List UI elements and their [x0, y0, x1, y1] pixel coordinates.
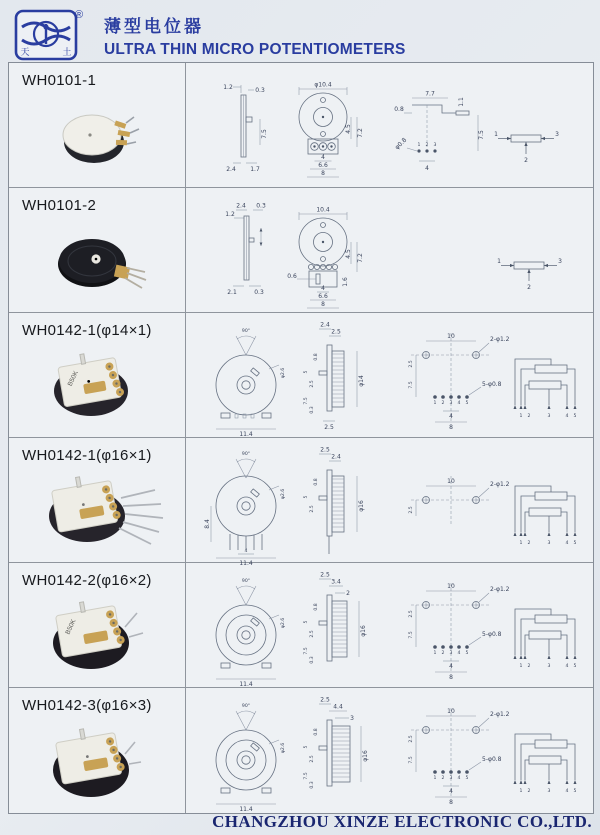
svg-text:4: 4 — [565, 541, 569, 546]
svg-text:2.5: 2.5 — [320, 446, 330, 454]
company-name-footer: CHANGZHOU XINZE ELECTRONIC CO.,LTD. — [212, 812, 592, 831]
table-row — [9, 563, 593, 688]
svg-text:90°: 90° — [241, 329, 251, 334]
terminal-view-drawing — [392, 91, 487, 179]
svg-text:11.4: 11.4 — [239, 681, 253, 688]
svg-text:2.5: 2.5 — [310, 755, 315, 763]
svg-text:2.4: 2.4 — [226, 166, 236, 173]
pcb-layout-drawing — [395, 472, 517, 530]
svg-text:1: 1 — [519, 789, 523, 794]
product-photo — [29, 468, 179, 556]
svg-text:0.3: 0.3 — [310, 781, 315, 789]
svg-text:10: 10 — [447, 333, 455, 340]
svg-text:0.8: 0.8 — [314, 478, 319, 486]
svg-text:2-φ1.2: 2-φ1.2 — [490, 711, 510, 718]
side-view-drawing — [299, 571, 371, 683]
svg-text:10: 10 — [447, 478, 455, 485]
svg-text:1: 1 — [433, 776, 437, 781]
svg-text:5: 5 — [304, 745, 309, 749]
svg-text:3: 3 — [449, 401, 453, 406]
schematic-drawing — [495, 252, 563, 292]
svg-text:7.7: 7.7 — [425, 90, 435, 98]
svg-text:φ16: φ16 — [362, 750, 369, 762]
svg-text:4: 4 — [449, 788, 453, 795]
svg-text:1.6: 1.6 — [342, 277, 349, 287]
side-view-drawing — [215, 79, 275, 174]
product-photo — [33, 345, 161, 429]
svg-text:0.6: 0.6 — [287, 273, 297, 280]
resistance-code-label: B50K — [66, 369, 80, 388]
pcb-layout-drawing — [395, 700, 517, 806]
svg-text:φ10.4: φ10.4 — [314, 81, 332, 89]
svg-text:3: 3 — [547, 789, 551, 794]
svg-text:4: 4 — [321, 154, 325, 161]
svg-text:φ16: φ16 — [358, 500, 365, 512]
svg-text:7.2: 7.2 — [357, 128, 364, 138]
model-label: WH0101-2 — [22, 197, 97, 214]
page-header — [104, 12, 406, 59]
svg-text:8: 8 — [321, 301, 325, 308]
svg-text:2.5: 2.5 — [409, 610, 414, 618]
svg-text:4.5: 4.5 — [345, 249, 352, 259]
svg-text:1.2: 1.2 — [225, 211, 235, 218]
svg-text:5: 5 — [465, 776, 469, 781]
drawings-cell — [187, 438, 593, 567]
svg-text:0.3: 0.3 — [256, 202, 266, 210]
svg-text:1: 1 — [433, 401, 437, 406]
front-view-drawing — [199, 448, 294, 567]
product-photo — [41, 97, 151, 175]
svg-text:0.8: 0.8 — [314, 728, 319, 736]
svg-text:2: 2 — [524, 157, 528, 164]
model-cell — [9, 563, 186, 687]
svg-text:4.5: 4.5 — [345, 124, 352, 134]
svg-text:1: 1 — [417, 143, 421, 148]
logo-char-left: 天 — [20, 47, 30, 57]
svg-text:1: 1 — [519, 414, 523, 419]
svg-text:4: 4 — [321, 285, 325, 292]
svg-text:7.5: 7.5 — [261, 129, 268, 139]
svg-text:1: 1 — [519, 664, 523, 669]
svg-text:2.1: 2.1 — [227, 289, 237, 296]
svg-text:7.2: 7.2 — [357, 253, 364, 263]
svg-text:4.4: 4.4 — [333, 703, 343, 711]
svg-text:3.4: 3.4 — [331, 578, 341, 586]
svg-text:8: 8 — [449, 674, 453, 681]
svg-text:2.5: 2.5 — [409, 506, 414, 514]
table-row — [9, 313, 593, 438]
model-cell — [9, 313, 186, 437]
schematic-drawing — [492, 125, 560, 165]
svg-text:90°: 90° — [241, 579, 251, 584]
svg-text:2.5: 2.5 — [409, 360, 414, 368]
svg-text:4: 4 — [244, 549, 248, 554]
svg-text:1: 1 — [433, 651, 437, 656]
product-table — [8, 62, 594, 814]
svg-text:0.3: 0.3 — [255, 87, 265, 94]
model-label: WH0101-1 — [22, 72, 97, 89]
svg-text:3: 3 — [558, 258, 562, 265]
svg-text:4: 4 — [565, 664, 569, 669]
svg-text:11.4: 11.4 — [239, 431, 253, 438]
svg-text:5: 5 — [304, 370, 309, 374]
svg-text:2.5: 2.5 — [320, 571, 330, 579]
svg-text:90°: 90° — [241, 704, 251, 709]
svg-text:0.3: 0.3 — [310, 656, 315, 664]
logo-char-right: 土 — [62, 47, 72, 57]
svg-text:5: 5 — [304, 620, 309, 624]
table-row — [9, 63, 593, 188]
svg-text:2.4: 2.4 — [331, 453, 341, 461]
svg-text:2: 2 — [346, 590, 350, 597]
svg-text:3: 3 — [433, 143, 437, 148]
model-label: WH0142-2(φ16×2) — [22, 572, 152, 589]
svg-text:4: 4 — [565, 789, 569, 794]
table-row — [9, 438, 593, 567]
svg-text:2.5: 2.5 — [324, 424, 334, 431]
table-row — [9, 188, 593, 313]
model-cell — [9, 188, 186, 312]
svg-text:5: 5 — [573, 541, 577, 546]
resistance-code-label: B50K — [64, 618, 78, 636]
table-row — [9, 688, 593, 813]
svg-text:7.5: 7.5 — [409, 631, 414, 639]
front-view-drawing — [199, 575, 294, 687]
model-label: WH0142-3(φ16×3) — [22, 697, 152, 714]
svg-text:5: 5 — [573, 414, 577, 419]
side-view-drawing — [299, 321, 371, 433]
svg-text:4: 4 — [449, 413, 453, 420]
svg-text:2: 2 — [527, 414, 531, 419]
svg-text:2-φ1.2: 2-φ1.2 — [490, 586, 510, 593]
drawings-cell — [187, 63, 593, 187]
svg-text:2-φ1.2: 2-φ1.2 — [490, 336, 510, 343]
svg-text:2.5: 2.5 — [320, 696, 330, 704]
svg-text:3: 3 — [547, 664, 551, 669]
svg-text:4: 4 — [457, 651, 461, 656]
svg-text:0.8: 0.8 — [314, 353, 319, 361]
drawings-cell — [187, 563, 593, 687]
schematic-drawing — [509, 603, 589, 671]
svg-text:0.3: 0.3 — [254, 289, 264, 296]
svg-text:5: 5 — [304, 495, 309, 499]
svg-text:2: 2 — [527, 541, 531, 546]
product-photo — [33, 593, 161, 681]
svg-text:10: 10 — [447, 583, 455, 590]
svg-text:2.5: 2.5 — [409, 735, 414, 743]
svg-text:2.5: 2.5 — [310, 380, 315, 388]
registered-mark-icon: ® — [74, 9, 84, 21]
svg-text:φ0.8: φ0.8 — [393, 136, 409, 152]
svg-text:φ2.6: φ2.6 — [281, 367, 286, 379]
svg-text:2: 2 — [441, 401, 445, 406]
svg-text:4: 4 — [425, 165, 429, 172]
front-view-drawing — [199, 325, 294, 437]
svg-text:11.4: 11.4 — [239, 806, 253, 813]
svg-text:7.5: 7.5 — [478, 130, 485, 140]
svg-text:φ2.6: φ2.6 — [281, 488, 286, 500]
svg-text:1: 1 — [494, 131, 498, 138]
pcb-layout-drawing — [395, 325, 517, 431]
svg-text:7.5: 7.5 — [409, 756, 414, 764]
model-label: WH0142-1(φ14×1) — [22, 322, 152, 339]
svg-text:2: 2 — [441, 651, 445, 656]
product-photo — [33, 720, 161, 808]
svg-text:1.1: 1.1 — [458, 97, 465, 107]
svg-text:4: 4 — [457, 401, 461, 406]
drawings-cell — [187, 313, 593, 437]
drawings-cell — [187, 688, 593, 813]
page-title: ULTRA THIN MICRO POTENTIOMETERS — [104, 41, 406, 58]
svg-text:90°: 90° — [241, 452, 251, 457]
svg-text:10.4: 10.4 — [316, 206, 330, 214]
svg-text:2.4: 2.4 — [320, 321, 330, 329]
svg-text:2-φ1.2: 2-φ1.2 — [490, 481, 510, 488]
svg-text:11.4: 11.4 — [239, 560, 253, 567]
svg-text:6.6: 6.6 — [318, 293, 328, 300]
svg-text:1: 1 — [497, 258, 501, 265]
front-view-drawing — [199, 700, 294, 812]
svg-text:0.3: 0.3 — [310, 406, 315, 414]
company-logo — [14, 7, 86, 63]
svg-text:2: 2 — [527, 664, 531, 669]
schematic-drawing — [509, 728, 589, 796]
svg-text:5-φ0.8: 5-φ0.8 — [482, 756, 502, 763]
svg-text:7.5: 7.5 — [304, 772, 309, 780]
svg-text:5: 5 — [573, 789, 577, 794]
svg-text:1.2: 1.2 — [223, 84, 233, 91]
side-view-drawing — [299, 446, 371, 558]
svg-text:0.8: 0.8 — [394, 106, 404, 113]
svg-text:2.5: 2.5 — [310, 505, 315, 513]
model-label: WH0142-1(φ16×1) — [22, 447, 152, 464]
schematic-drawing — [509, 353, 589, 421]
svg-text:φ2.6: φ2.6 — [281, 742, 286, 754]
model-cell — [9, 438, 186, 562]
svg-text:2.4: 2.4 — [236, 202, 246, 210]
svg-text:5-φ0.8: 5-φ0.8 — [482, 381, 502, 388]
side-view-drawing — [217, 202, 277, 297]
model-cell — [9, 63, 186, 187]
svg-text:2: 2 — [527, 284, 531, 291]
svg-text:3: 3 — [555, 131, 559, 138]
svg-text:1: 1 — [519, 541, 523, 546]
svg-text:8: 8 — [449, 799, 453, 806]
svg-text:7.5: 7.5 — [304, 647, 309, 655]
svg-text:3: 3 — [350, 715, 354, 722]
svg-text:0.8: 0.8 — [314, 603, 319, 611]
svg-text:7.5: 7.5 — [409, 381, 414, 389]
svg-text:3: 3 — [449, 651, 453, 656]
front-view-drawing — [283, 206, 367, 310]
product-photo — [37, 220, 157, 302]
svg-text:5: 5 — [465, 651, 469, 656]
svg-text:4: 4 — [449, 663, 453, 670]
svg-text:2: 2 — [527, 789, 531, 794]
svg-text:φ14: φ14 — [358, 375, 365, 387]
pcb-layout-drawing — [395, 575, 517, 681]
svg-text:2.5: 2.5 — [310, 630, 315, 638]
svg-text:8: 8 — [449, 424, 453, 431]
svg-text:4: 4 — [457, 776, 461, 781]
svg-text:3: 3 — [547, 541, 551, 546]
svg-text:3: 3 — [547, 414, 551, 419]
svg-text:φ2.6: φ2.6 — [281, 617, 286, 629]
svg-text:5: 5 — [465, 401, 469, 406]
svg-text:5: 5 — [573, 664, 577, 669]
model-cell — [9, 688, 186, 813]
svg-text:2: 2 — [425, 143, 429, 148]
svg-text:6.6: 6.6 — [318, 162, 328, 169]
svg-text:10: 10 — [447, 708, 455, 715]
svg-text:2.5: 2.5 — [331, 328, 341, 336]
svg-text:5-φ0.8: 5-φ0.8 — [482, 631, 502, 638]
svg-text:1.7: 1.7 — [250, 166, 260, 173]
svg-text:3: 3 — [449, 776, 453, 781]
title-chinese: 薄型电位器 — [104, 17, 204, 36]
svg-text:4: 4 — [565, 414, 569, 419]
side-view-drawing — [299, 696, 371, 808]
front-view-drawing — [283, 81, 367, 183]
svg-text:φ16: φ16 — [360, 625, 367, 637]
svg-text:7.5: 7.5 — [304, 397, 309, 405]
svg-text:8.4: 8.4 — [204, 519, 211, 529]
svg-text:2: 2 — [441, 776, 445, 781]
svg-text:8: 8 — [321, 170, 325, 177]
drawings-cell — [187, 188, 593, 312]
schematic-drawing — [509, 480, 589, 548]
